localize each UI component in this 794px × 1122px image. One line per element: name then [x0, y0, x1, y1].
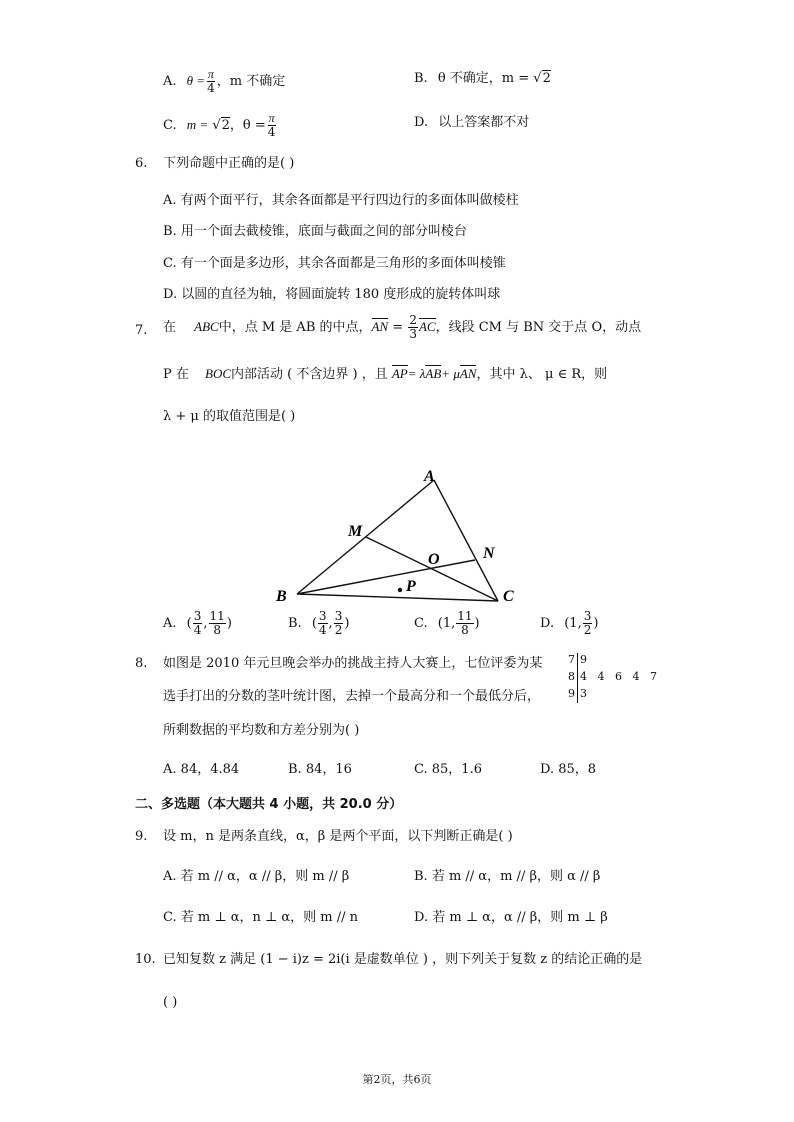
q5-option-b: B. θ 不确定，m = √2	[414, 71, 551, 86]
edge-ab	[297, 480, 434, 594]
point-p-dot	[398, 588, 402, 592]
q7-line-3: λ + μ 的取值范围是( )	[163, 409, 296, 424]
q6-number: 6.	[135, 156, 148, 171]
stem-leaf-row: 9 3	[568, 687, 587, 700]
edge-bc	[297, 594, 498, 601]
label-a: A	[424, 468, 435, 485]
q6-stem: 下列命题中正确的是( )	[163, 156, 295, 171]
page-footer: 第2页，共6页	[362, 1073, 432, 1086]
q9-stem: 设 m，n 是两条直线，α，β 是两个平面，以下判断正确是( )	[163, 829, 513, 844]
q10-number: 10.	[135, 952, 156, 967]
q7-option-c: C. (1, $\frac{11}{8}$ )	[414, 609, 480, 637]
q5-option-d: D. 以上答案都不对	[414, 115, 530, 130]
q10-stem: 已知复数 z 满足 (1 − i)z = 2i(i 是虚数单位 ) ，则下列关于复数 z 的结论正确的是	[163, 952, 643, 967]
q7-option-b: B. ( $\frac{3}{4}$ , $\frac{3}{2}$ )	[288, 609, 350, 637]
stem-divider	[577, 653, 578, 703]
q6-option-c: C. 有一个面是多边形，其余各面都是三角形的多面体叫棱锥	[163, 256, 506, 271]
label-o: O	[428, 551, 440, 568]
label-b: B	[276, 588, 287, 605]
q9-number: 9.	[135, 829, 148, 844]
label-p: P	[406, 578, 416, 595]
q8-number: 8.	[135, 656, 148, 671]
q9-option-d: D. 若 m ⊥ α，α // β，则 m ⊥ β	[414, 910, 608, 925]
section-heading: 二、多选题（本大题共 4 小题，共 20.0 分）	[135, 797, 403, 812]
q10-answer-paren: ( )	[163, 995, 178, 1010]
q8-line-3: 所剩数据的平均数和方差分别为( )	[163, 723, 360, 738]
triangle-figure	[270, 462, 530, 612]
label-m: M	[348, 523, 363, 540]
sqrt-icon: √	[212, 118, 221, 133]
q9-option-c: C. 若 m ⊥ α，n ⊥ α，则 m // n	[163, 910, 358, 925]
edge-ac	[434, 480, 498, 601]
q7-line-1: 在 ABC中，点 M 是 AB 的中点，AN = $\frac{2}{3}$ AC，线段 CM 与 BN 交于点 O，动点	[163, 313, 642, 341]
fraction: $\frac{\pi}{4}$	[207, 67, 215, 95]
q5-option-c: C. m = √2，θ = $\frac{\pi}{4}$	[163, 111, 276, 139]
fraction: $\frac{2}{3}$	[409, 313, 417, 341]
fraction: $\frac{\pi}{4}$	[267, 111, 276, 139]
q7-option-a: A. ( $\frac{3}{4}$ , $\frac{11}{8}$ )	[163, 609, 232, 637]
q7-line-2: P 在 BOC内部活动 ( 不含边界 ) ，且 AP= λAB+ μAN，其中 λ、 μ ∈ R，则	[163, 366, 608, 382]
q6-option-b: B. 用一个面去截棱锥，底面与截面之间的部分叫棱台	[163, 224, 467, 239]
stem-leaf-plot	[568, 651, 657, 702]
stem-leaf-row: 7 9	[568, 653, 587, 666]
q9-option-a: A. 若 m // α，α // β，则 m // β	[163, 869, 350, 884]
q6-option-d: D. 以圆的直径为轴，将圆面旋转 180 度形成的旋转体叫球	[163, 287, 501, 302]
sqrt-icon: √	[533, 71, 542, 86]
label-n: N	[483, 545, 495, 562]
q6-option-a: A. 有两个面平行，其余各面都是平行四边行的多面体叫做棱柱	[163, 193, 519, 208]
q5-option-a: A. θ = $\frac{\pi}{4}$ ，m 不确定	[163, 67, 286, 95]
q7-number: 7.	[135, 323, 148, 338]
q9-option-b: B. 若 m // α，m // β，则 α // β	[414, 869, 601, 884]
q8-line-1: 如图是 2010 年元旦晚会举办的挑战主持人大赛上，七位评委为某	[163, 656, 543, 671]
q8-option-c: C. 85，1.6	[414, 762, 482, 777]
q8-option-b: B. 84，16	[288, 762, 352, 777]
q8-option-a: A. 84，4.84	[163, 762, 240, 777]
stem-leaf-row: 8 4 4 6 4 7	[568, 670, 657, 683]
segment-cm	[366, 537, 498, 601]
q7-option-d: D. (1, $\frac{3}{2}$ )	[540, 609, 599, 637]
label-c: C	[503, 588, 514, 605]
q8-line-2: 选手打出的分数的茎叶统计图，去掉一个最高分和一个最低分后，	[163, 689, 541, 704]
q8-option-d: D. 85，8	[540, 762, 597, 777]
